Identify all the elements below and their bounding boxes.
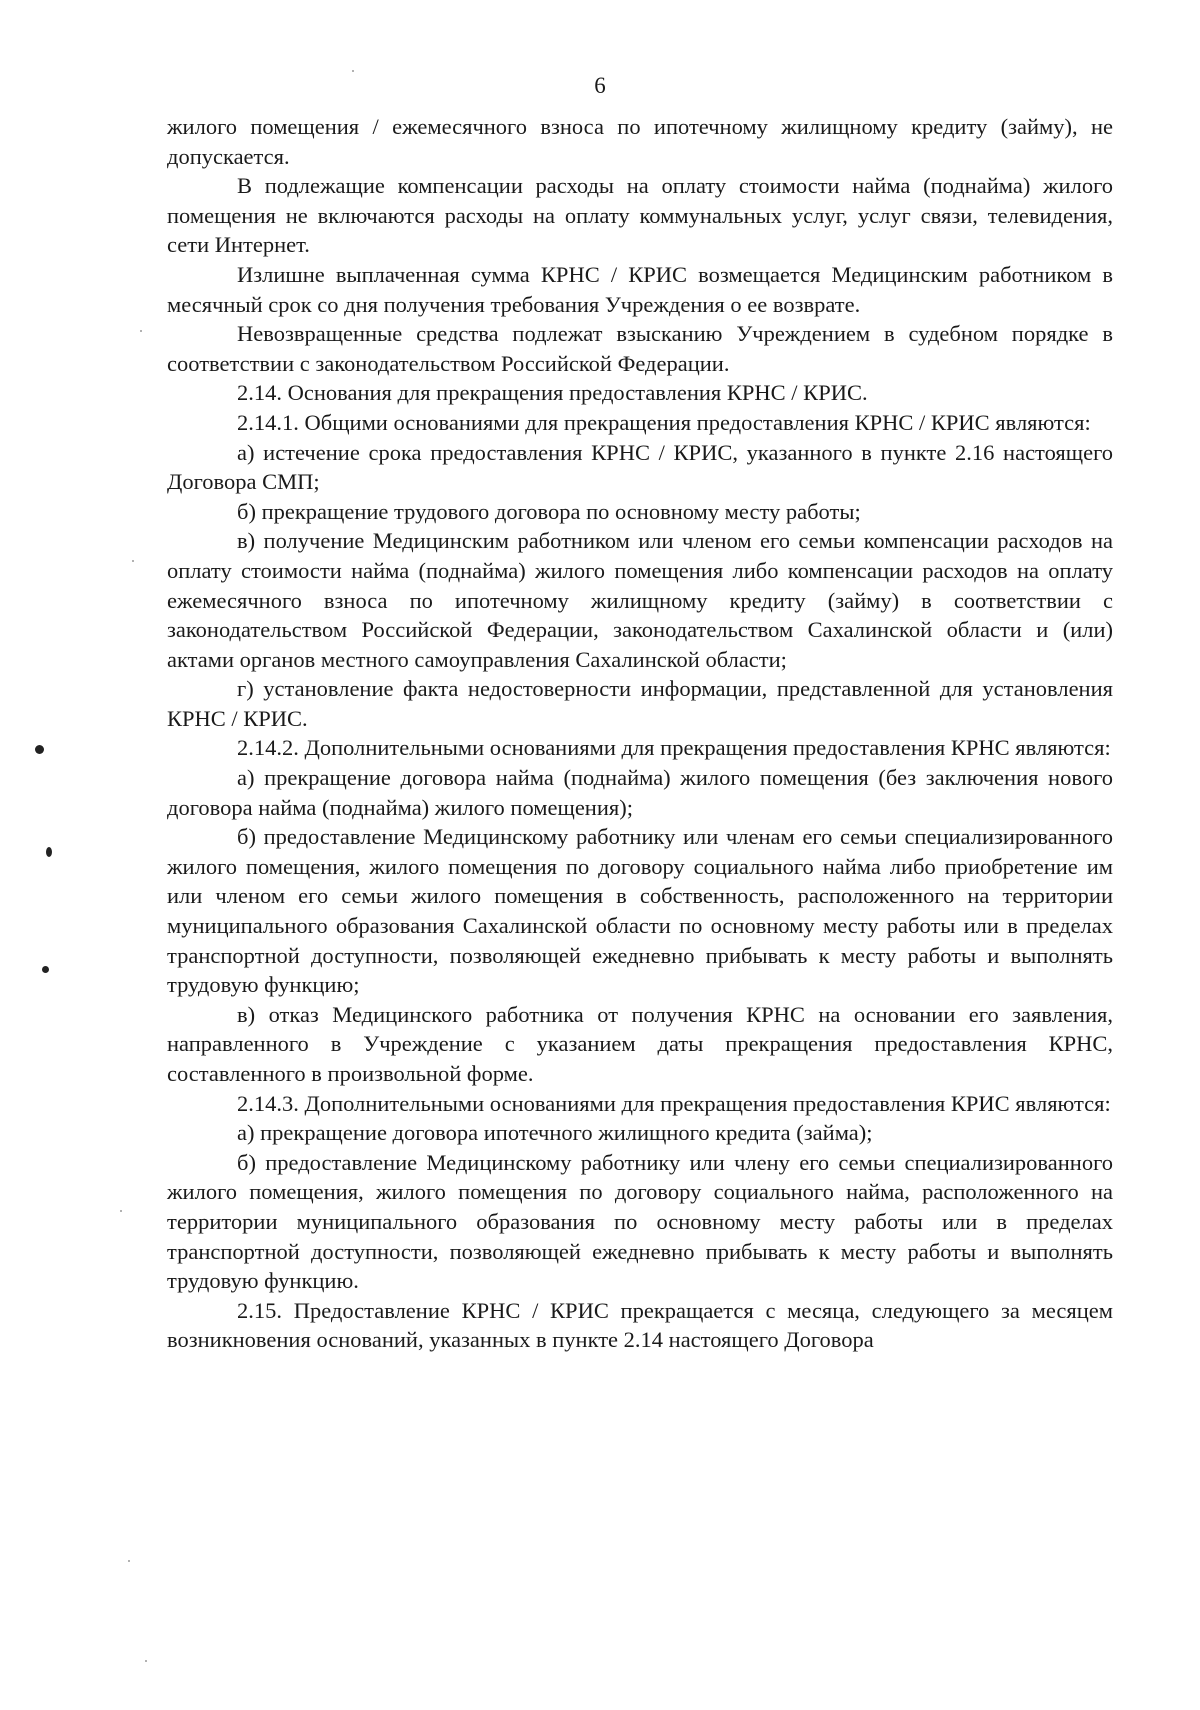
page-number: 6 — [594, 73, 606, 98]
list-item: б) предоставление Медицинскому работнику или члену его семьи специализированного жилого помещения, жилого помещения по договору социального найма, расположенного на территории муниципального образования по основному месту работы или в пределах транспортной доступности, позволяющей ежедневно прибывать к месту работы и выполнять трудовую функцию. — [167, 1149, 1113, 1294]
list-item: б) предоставление Медицинскому работнику или членам его семьи специализированного жилого помещения, жилого помещения по договору социального найма либо приобретение им или членом его семьи жилого помещения в собственность, расположенного на территории муниципального образования Сахалинской области по основному месту работы или в пределах транспортной доступности, позволяющей ежедневно прибывать к месту работы и выполнять трудовую функцию; — [167, 824, 1113, 998]
scan-dot — [140, 330, 142, 332]
paragraph: Излишне выплаченная сумма КРНС / КРИС возмещается Медицинским работником в месячный срок со дня получения требования Учреждения о ее возврате. — [167, 261, 1113, 317]
paragraph: жилого помещения / ежемесячного взноса по ипотечному жилищному кредиту (займу), не допускается. — [167, 114, 1113, 169]
paragraph: 2.15. Предоставление КРНС / КРИС прекращается с месяца, следующего за месяцем возникновения оснований, указанных в пункте 2.14 настоящего Договора — [167, 1297, 1113, 1353]
list-item: а) истечение срока предоставления КРНС / КРИС, указанного в пункте 2.16 настоящего Договора СМП; — [167, 439, 1113, 495]
scan-dot — [132, 560, 134, 562]
scan-speck — [35, 745, 44, 754]
list-item: в) получение Медицинским работником или членом его семьи компенсации расходов на оплату стоимости найма (поднайма) жилого помещения либо компенсации расходов на оплату ежемесячного взноса по ипотечному жилищному кредиту (займу) в соответствии с законодательством Российской Федерации, законодательством Сахалинской области и (или) актами органов местного самоуправления Сахалинской области; — [167, 528, 1113, 672]
scan-dot — [128, 1560, 130, 1562]
section-heading: 2.14. Основания для прекращения предоставления КРНС / КРИС. — [237, 380, 868, 406]
paragraph: Невозвращенные средства подлежат взысканию Учреждением в судебном порядке в соответствии с законодательством Российской Федерации. — [167, 321, 1113, 376]
list-item: а) прекращение договора ипотечного жилищного кредита (займа); — [237, 1120, 873, 1146]
paragraph: 2.14.1. Общими основаниями для прекращения предоставления КРНС / КРИС являются: — [237, 409, 1091, 435]
paragraph: В подлежащие компенсации расходы на оплату стоимости найма (поднайма) жилого помещения не включаются расходы на оплату коммунальных услуг, услуг связи, телевидения, сети Интернет. — [167, 173, 1113, 258]
document-body — [167, 112, 1113, 1355]
list-item: а) прекращение договора найма (поднайма) жилого помещения (без заключения нового договора найма (поднайма) жилого помещения); — [167, 765, 1113, 820]
scan-speck — [42, 966, 49, 973]
paragraph: 2.14.3. Дополнительными основаниями для прекращения предоставления КРИС являются: — [237, 1090, 1111, 1116]
list-item: б) прекращение трудового договора по основному месту работы; — [237, 498, 861, 524]
list-item: г) установление факта недостоверности информации, представленной для установления КРНС / КРИС. — [167, 676, 1113, 731]
scan-dot — [145, 1660, 147, 1662]
list-item: в) отказ Медицинского работника от получения КРНС на основании его заявления, направленного в Учреждение с указанием даты прекращения предоставления КРНС, составленного в произвольной форме. — [167, 1001, 1113, 1086]
scan-speck — [46, 847, 52, 857]
scan-dot — [120, 1210, 122, 1212]
scan-dot — [352, 70, 354, 72]
paragraph: 2.14.2. Дополнительными основаниями для прекращения предоставления КРНС являются: — [237, 735, 1111, 761]
